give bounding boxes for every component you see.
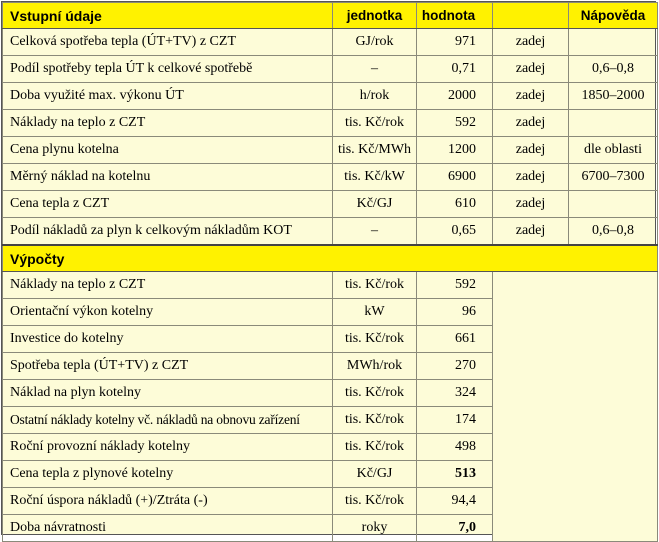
calc-value: 96 bbox=[417, 299, 493, 326]
calc-value: 661 bbox=[417, 326, 493, 353]
calc-value: 270 bbox=[417, 353, 493, 380]
calc-unit: roky bbox=[333, 515, 417, 542]
calc-label: Náklady na teplo z CZT bbox=[3, 272, 333, 299]
input-row bbox=[3, 218, 658, 246]
input-label: Cena plynu kotelna bbox=[3, 137, 333, 164]
input-action: zadej bbox=[493, 56, 569, 83]
calc-label: Ostatní náklady kotelny vč. nákladů na obnovu zařízení bbox=[3, 407, 333, 434]
action-column-header bbox=[493, 3, 569, 29]
calc-label: Spotřeba tepla (ÚT+TV) z CZT bbox=[3, 353, 333, 380]
input-row bbox=[3, 83, 658, 110]
calc-unit: tis. Kč/rok bbox=[333, 272, 417, 299]
input-label: Měrný náklad na kotelnu bbox=[3, 164, 333, 191]
input-label: Cena tepla z CZT bbox=[3, 191, 333, 218]
input-value-cell[interactable]: 0,71 bbox=[417, 56, 493, 83]
unit-column-header: jednotka bbox=[333, 3, 417, 29]
calc-unit: tis. Kč/rok bbox=[333, 407, 417, 434]
input-label: Doba využité max. výkonu ÚT bbox=[3, 83, 333, 110]
input-help bbox=[569, 110, 658, 137]
input-row bbox=[3, 29, 658, 56]
input-row bbox=[3, 56, 658, 83]
calc-label: Doba návratnosti bbox=[3, 515, 333, 542]
input-row bbox=[3, 137, 658, 164]
calc-label: Cena tepla z plynové kotelny bbox=[3, 461, 333, 488]
calc-value-result: 513 bbox=[417, 461, 493, 488]
calc-value: 94,4 bbox=[417, 488, 493, 515]
input-help: 0,6–0,8 bbox=[569, 218, 658, 246]
input-action: zadej bbox=[493, 164, 569, 191]
input-action: zadej bbox=[493, 110, 569, 137]
calc-unit: tis. Kč/rok bbox=[333, 488, 417, 515]
calculations-header-row bbox=[3, 245, 658, 272]
input-unit: tis. Kč/MWh bbox=[333, 137, 417, 164]
input-row bbox=[3, 110, 658, 137]
calc-label: Orientační výkon kotelny bbox=[3, 299, 333, 326]
input-row bbox=[3, 164, 658, 191]
calc-unit: kW bbox=[333, 299, 417, 326]
input-help bbox=[569, 191, 658, 218]
input-value-cell[interactable]: 6900 bbox=[417, 164, 493, 191]
input-unit: – bbox=[333, 218, 417, 246]
input-unit: tis. Kč/kW bbox=[333, 164, 417, 191]
input-label: Celková spotřeba tepla (ÚT+TV) z CZT bbox=[3, 29, 333, 56]
input-value-cell[interactable]: 1200 bbox=[417, 137, 493, 164]
input-label: Náklady na teplo z CZT bbox=[3, 110, 333, 137]
input-action: zadej bbox=[493, 83, 569, 110]
calc-unit: Kč/GJ bbox=[333, 461, 417, 488]
calc-value: 324 bbox=[417, 380, 493, 407]
input-unit: h/rok bbox=[333, 83, 417, 110]
calc-empty-area bbox=[493, 272, 658, 542]
calc-unit: tis. Kč/rok bbox=[333, 434, 417, 461]
inputs-section-title: Vstupní údaje bbox=[3, 3, 333, 29]
input-help: 0,6–0,8 bbox=[569, 56, 658, 83]
input-value-cell[interactable]: 971 bbox=[417, 29, 493, 56]
value-column-header: hodnota bbox=[417, 3, 493, 29]
input-row bbox=[3, 191, 658, 218]
calc-unit: tis. Kč/rok bbox=[333, 380, 417, 407]
input-value-cell[interactable]: 610 bbox=[417, 191, 493, 218]
calc-label: Roční provozní náklady kotelny bbox=[3, 434, 333, 461]
input-unit: – bbox=[333, 56, 417, 83]
calc-label: Roční úspora nákladů (+)/Ztráta (-) bbox=[3, 488, 333, 515]
input-value-cell[interactable]: 0,65 bbox=[417, 218, 493, 246]
calc-value: 498 bbox=[417, 434, 493, 461]
calc-value: 592 bbox=[417, 272, 493, 299]
input-unit: GJ/rok bbox=[333, 29, 417, 56]
input-help bbox=[569, 29, 658, 56]
inputs-header-row bbox=[3, 3, 658, 29]
calculation-sheet bbox=[1, 1, 656, 535]
calc-label: Náklad na plyn kotelny bbox=[3, 380, 333, 407]
input-action: zadej bbox=[493, 191, 569, 218]
calc-value: 174 bbox=[417, 407, 493, 434]
input-unit: Kč/GJ bbox=[333, 191, 417, 218]
input-action: zadej bbox=[493, 29, 569, 56]
input-value-cell[interactable]: 2000 bbox=[417, 83, 493, 110]
input-label: Podíl spotřeby tepla ÚT k celkové spotřebě bbox=[3, 56, 333, 83]
calculations-section-title: Výpočty bbox=[3, 245, 658, 272]
calc-unit: tis. Kč/rok bbox=[333, 326, 417, 353]
help-column-header: Nápověda bbox=[569, 3, 658, 29]
calc-row bbox=[3, 272, 658, 299]
calc-unit: MWh/rok bbox=[333, 353, 417, 380]
calc-value-result: 7,0 bbox=[417, 515, 493, 542]
input-unit: tis. Kč/rok bbox=[333, 110, 417, 137]
input-help: 6700–7300 bbox=[569, 164, 658, 191]
input-action: zadej bbox=[493, 218, 569, 246]
calc-label: Investice do kotelny bbox=[3, 326, 333, 353]
input-help: 1850–2000 bbox=[569, 83, 658, 110]
input-help: dle oblasti bbox=[569, 137, 658, 164]
input-value-cell[interactable]: 592 bbox=[417, 110, 493, 137]
input-action: zadej bbox=[493, 137, 569, 164]
input-label: Podíl nákladů za plyn k celkovým nákladům KOT bbox=[3, 218, 333, 246]
calculation-table bbox=[2, 2, 658, 542]
